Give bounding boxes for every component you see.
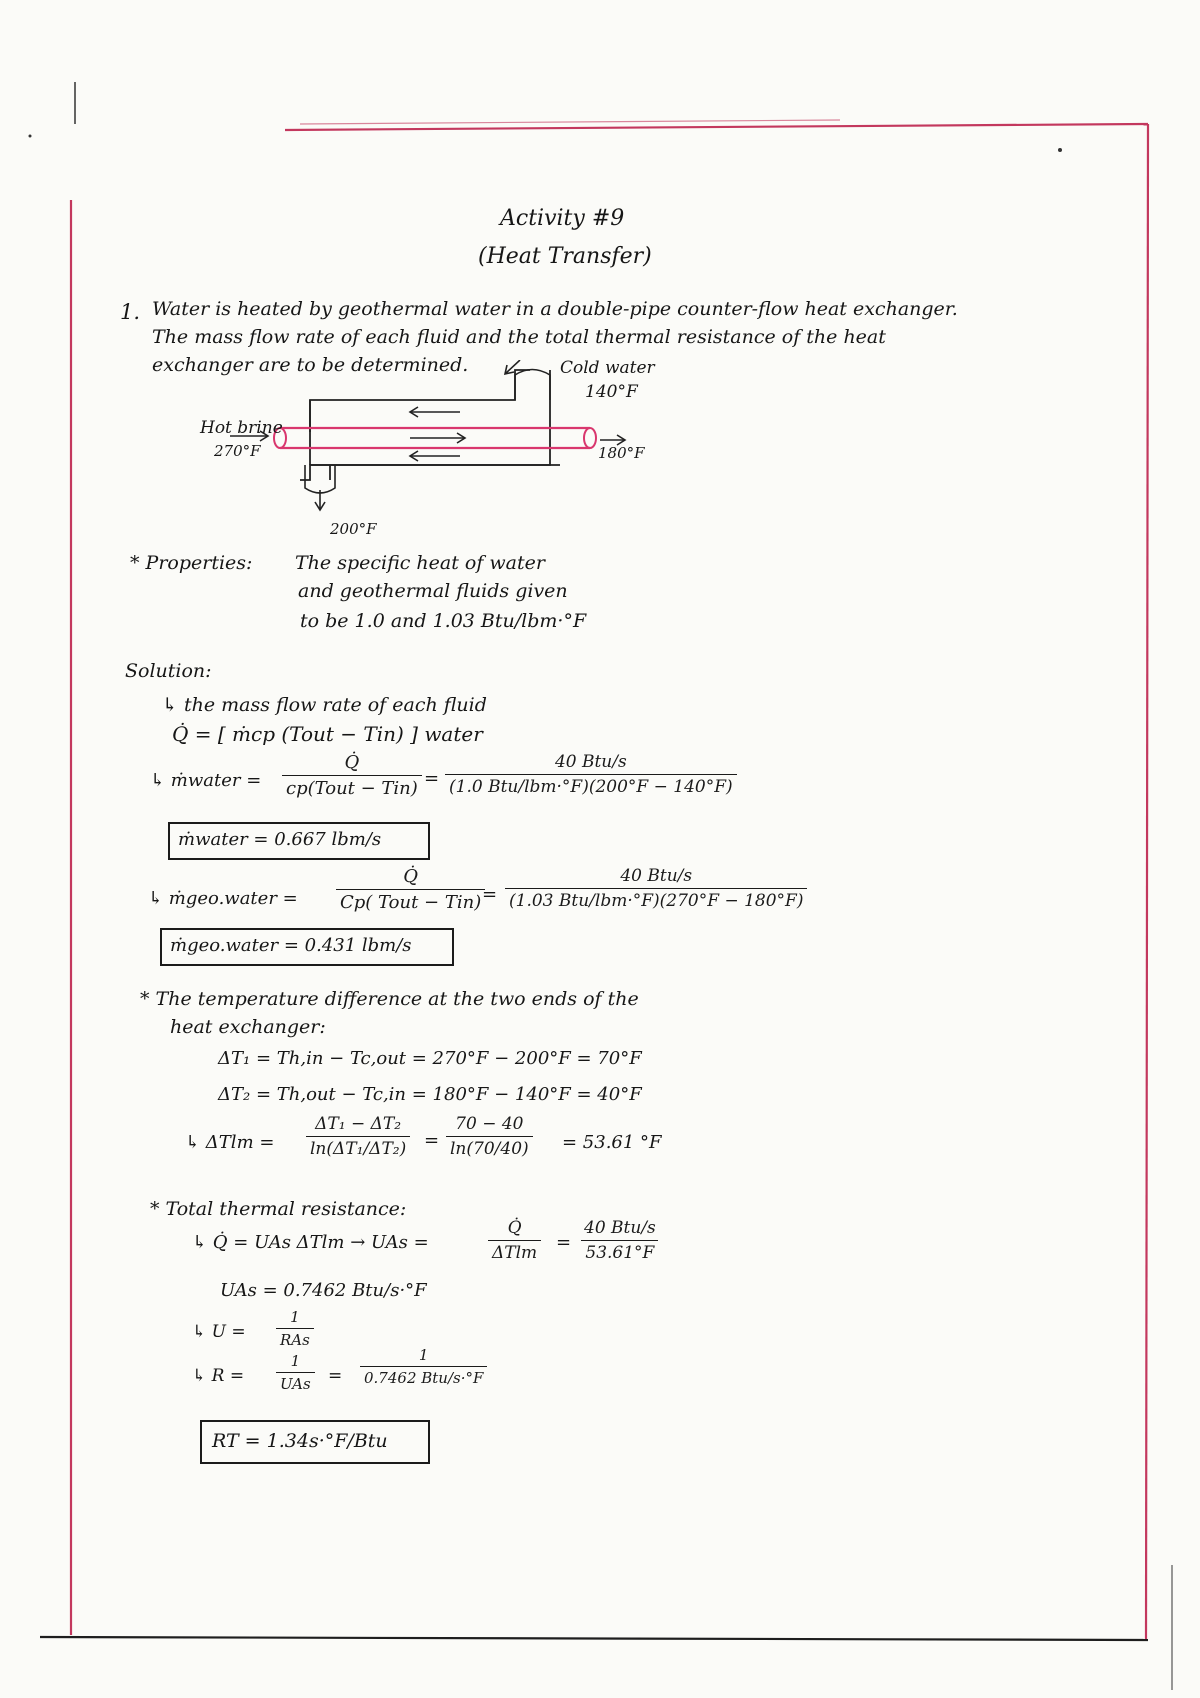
m-water-numerator-value: 40 Btu/s: [554, 752, 627, 772]
r-numerator: 1: [290, 1352, 301, 1370]
r-denominator: UAs: [276, 1372, 315, 1393]
m-water-result-box: [168, 822, 430, 860]
m-geo-fraction: [336, 866, 485, 913]
r-numerator-value: 1: [418, 1346, 429, 1364]
uas-numeric-fraction: [580, 1218, 660, 1263]
page-title: Activity #9: [500, 206, 625, 231]
delta-t1: ΔT₁ = Th,in − Tc,out = 270°F − 200°F = 70°F: [218, 1048, 642, 1069]
uas-fraction: [488, 1218, 541, 1263]
temp-diff-line-1: * The temperature difference at the two ends of the: [140, 988, 639, 1010]
m-geo-numerator-value: 40 Btu/s: [620, 866, 693, 886]
uas-value: UAs = 0.7462 Btu/s·°F: [220, 1280, 427, 1301]
uas-numerator-value: 40 Btu/s: [584, 1218, 656, 1238]
final-result-box: [200, 1420, 430, 1464]
m-geo-numerator: Q̇: [403, 866, 418, 887]
m-geo-result-box: [160, 928, 454, 966]
u-denominator: RAs: [276, 1328, 314, 1349]
r-fraction: [276, 1352, 315, 1393]
dtlm-numerator-value: 70 − 40: [455, 1114, 524, 1134]
uas-numerator: Q̇: [507, 1218, 522, 1238]
hot-brine-outlet-temp: 180°F: [598, 444, 645, 462]
properties-line-1: The specific heat of water: [295, 552, 545, 574]
dtlm-lhs: ↳ ΔTlm =: [185, 1132, 275, 1153]
dtlm-fraction: [306, 1114, 410, 1159]
m-geo-result: ṁgeo.water = 0.431 lbm/s: [170, 935, 412, 956]
m-geo-equals: =: [482, 884, 498, 905]
m-water-numeric-fraction: [445, 752, 737, 797]
cold-water-inlet-temp: 140°F: [585, 382, 638, 402]
hot-brine-label: Hot brine: [200, 418, 283, 438]
page-subtitle: (Heat Transfer): [478, 244, 652, 269]
r-lhs: ↳ R =: [192, 1366, 245, 1386]
cold-water-label: Cold water: [560, 358, 655, 378]
temp-diff-line-2: heat exchanger:: [170, 1016, 326, 1038]
u-numerator: 1: [290, 1308, 300, 1326]
solution-label: Solution:: [125, 660, 212, 682]
m-water-denominator: cp(Tout − Tin): [282, 775, 422, 799]
hot-brine-inlet-temp: 270°F: [214, 442, 261, 460]
energy-balance-equation: Q̇ = [ ṁcp (Tout − Tin) ] water: [172, 722, 483, 746]
uas-denominator-value: 53.61°F: [581, 1240, 658, 1263]
r-denominator-value: 0.7462 Btu/s·°F: [360, 1366, 487, 1387]
m-geo-denominator: Cp( Tout − Tin): [336, 889, 485, 913]
solution-step-1: ↳ the mass flow rate of each fluid: [162, 694, 487, 716]
problem-number: 1.: [120, 300, 141, 324]
m-water-numerator: Q̇: [344, 752, 360, 773]
m-water-denominator-value: (1.0 Btu/lbm·°F)(200°F − 140°F): [445, 774, 737, 797]
m-geo-numeric-fraction: [505, 866, 807, 911]
u-lhs: ↳ U =: [192, 1322, 246, 1342]
dtlm-numeric-fraction: [446, 1114, 533, 1159]
cold-water-outlet-temp: 200°F: [330, 520, 377, 538]
u-fraction: [276, 1308, 314, 1349]
problem-line-2: The mass flow rate of each fluid and the total thermal resistance of the heat: [152, 326, 886, 348]
dtlm-denominator-value: ln(70/40): [446, 1136, 533, 1159]
uas-denominator: ΔTlm: [488, 1240, 541, 1263]
dtlm-numerator: ΔT₁ − ΔT₂: [315, 1114, 402, 1134]
problem-line-1: Water is heated by geothermal water in a double-pipe counter-flow heat exchanger.: [152, 298, 958, 320]
uas-equals: =: [556, 1232, 572, 1253]
dtlm-equals: =: [424, 1130, 440, 1151]
m-geo-denominator-value: (1.03 Btu/lbm·°F)(270°F − 180°F): [505, 888, 807, 911]
properties-line-3: to be 1.0 and 1.03 Btu/lbm·°F: [300, 610, 587, 632]
properties-line-2: and geothermal fluids given: [298, 580, 568, 602]
resistance-label: * Total thermal resistance:: [150, 1198, 407, 1220]
heat-rate-equation: ↳ Q̇ = UAs ΔTlm → UAs =: [192, 1232, 429, 1253]
delta-t2: ΔT₂ = Th,out − Tc,in = 180°F − 140°F = 40°F: [218, 1084, 642, 1105]
total-thermal-resistance-result: RT = 1.34s·°F/Btu: [212, 1430, 388, 1452]
m-water-fraction: [282, 752, 422, 799]
r-numeric-fraction: [360, 1346, 487, 1387]
r-equals: =: [328, 1366, 343, 1386]
m-water-lhs: ↳ ṁwater =: [150, 770, 262, 791]
problem-line-3: exchanger are to be determined.: [152, 354, 469, 376]
dtlm-denominator: ln(ΔT₁/ΔT₂): [306, 1136, 410, 1159]
m-water-equals: =: [424, 768, 440, 789]
properties-label: * Properties:: [130, 552, 253, 574]
m-geo-lhs: ↳ ṁgeo.water =: [148, 888, 298, 909]
dtlm-result: = 53.61 °F: [562, 1132, 662, 1153]
heat-exchanger-diagram: [180, 360, 700, 540]
m-water-result: ṁwater = 0.667 lbm/s: [178, 829, 382, 850]
inner-pipe-outlet: [584, 428, 596, 448]
